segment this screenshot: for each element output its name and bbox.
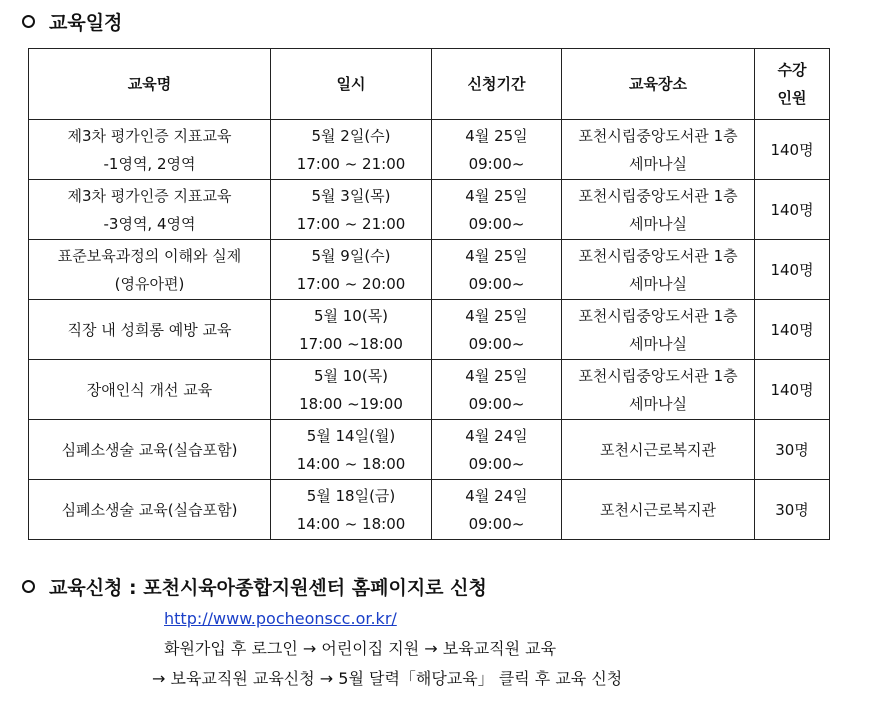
course-name-cell (29, 300, 271, 360)
location-cell (562, 420, 755, 480)
apply-period-cell-line: 09:00~ (468, 214, 525, 233)
header-capacity-line: 수강 (777, 61, 807, 79)
datetime-cell-line: 5월 18일(금) (306, 486, 396, 505)
datetime-cell (271, 180, 432, 240)
apply-period-cell-line: 09:00~ (468, 154, 525, 173)
capacity-cell-text: 140명 (770, 200, 814, 219)
table-row (29, 300, 830, 360)
datetime-cell-line: 5월 2일(수) (311, 126, 391, 145)
circle-bullet-icon (22, 580, 35, 593)
table-row (29, 480, 830, 540)
apply-period-cell-line: 09:00~ (468, 394, 525, 413)
location-cell (562, 360, 755, 420)
capacity-cell-text: 30명 (775, 440, 809, 459)
course-name-cell (29, 240, 271, 300)
apply-period-cell (432, 480, 562, 540)
capacity-cell (755, 180, 830, 240)
header-capacity (755, 49, 830, 120)
apply-period-cell (432, 300, 562, 360)
capacity-cell-text: 140명 (770, 260, 814, 279)
location-cell-line: 세마나실 (629, 214, 687, 233)
course-name-cell-line: 제3차 평가인증 지표교육 (67, 186, 232, 205)
apply-period-cell (432, 240, 562, 300)
capacity-cell-text: 140명 (770, 320, 814, 339)
course-name-cell-line: -1영역, 2영역 (103, 154, 196, 173)
capacity-cell-text: 140명 (770, 380, 814, 399)
apply-period-cell (432, 180, 562, 240)
apply-step-line-2: → 보육교직원 교육신청 → 5월 달력「해당교육」 클릭 후 교육 신청 (152, 669, 623, 688)
capacity-cell (755, 300, 830, 360)
location-cell-line: 포천시립중앙도서관 1층 (578, 306, 738, 325)
header-datetime: 일시 (271, 49, 432, 120)
apply-period-cell-line: 4월 25일 (465, 186, 528, 205)
course-name-cell-line: 심폐소생술 교육(실습포함) (61, 500, 238, 519)
table-header-row (29, 49, 830, 120)
location-cell (562, 300, 755, 360)
apply-period-cell (432, 420, 562, 480)
course-name-cell-line: 제3차 평가인증 지표교육 (67, 126, 232, 145)
capacity-cell (755, 480, 830, 540)
datetime-cell (271, 300, 432, 360)
location-cell (562, 120, 755, 180)
location-cell-line: 포천시립중앙도서관 1층 (578, 246, 738, 265)
datetime-cell-line: 5월 10(목) (313, 366, 389, 385)
header-course-name: 교육명 (29, 49, 271, 120)
schedule-table (28, 48, 830, 540)
apply-period-cell-line: 4월 25일 (465, 246, 528, 265)
datetime-cell (271, 120, 432, 180)
datetime-cell (271, 240, 432, 300)
course-name-cell-line: 직장 내 성희롱 예방 교육 (67, 320, 232, 339)
location-cell (562, 240, 755, 300)
datetime-cell (271, 420, 432, 480)
apply-period-cell-line: 4월 24일 (465, 486, 528, 505)
datetime-cell (271, 360, 432, 420)
table-row (29, 420, 830, 480)
location-cell-line: 포천시립중앙도서관 1층 (578, 126, 738, 145)
apply-step-line-1: 화원가입 후 로그인 → 어린이집 지원 → 보육교직원 교육 (164, 639, 557, 658)
circle-bullet-icon (22, 15, 35, 28)
course-name-cell-line: -3영역, 4영역 (103, 214, 196, 233)
location-cell-line: 포천시근로복지관 (600, 440, 716, 459)
course-name-cell-line: 심폐소생술 교육(실습포함) (61, 440, 238, 459)
course-name-cell-line: 표준보육과정의 이해와 실제 (57, 246, 242, 265)
schedule-title-text: 교육일정 (49, 12, 123, 34)
datetime-cell-line: 14:00 ~ 18:00 (296, 454, 406, 473)
datetime-cell-line: 5월 14일(월) (306, 426, 396, 445)
table-row (29, 120, 830, 180)
homepage-link[interactable]: http://www.pocheonscc.or.kr/ (164, 609, 397, 628)
apply-period-cell-line: 4월 25일 (465, 306, 528, 325)
course-name-cell (29, 420, 271, 480)
datetime-cell-line: 5월 9일(수) (311, 246, 391, 265)
apply-period-cell-line: 09:00~ (468, 274, 525, 293)
location-cell-line: 포천시근로복지관 (600, 500, 716, 519)
schedule-section-title (22, 8, 122, 35)
capacity-cell (755, 360, 830, 420)
location-cell-line: 세마나실 (629, 394, 687, 413)
capacity-cell (755, 420, 830, 480)
table-row (29, 360, 830, 420)
apply-period-cell-line: 4월 25일 (465, 366, 528, 385)
table-row (29, 240, 830, 300)
table-row (29, 180, 830, 240)
datetime-cell-line: 17:00 ~ 20:00 (296, 274, 406, 293)
datetime-cell-line: 14:00 ~ 18:00 (296, 514, 406, 533)
location-cell-line: 포천시립중앙도서관 1층 (578, 366, 738, 385)
capacity-cell (755, 120, 830, 180)
location-cell-line: 포천시립중앙도서관 1층 (578, 186, 738, 205)
header-apply-period: 신청기간 (432, 49, 562, 120)
course-name-cell (29, 120, 271, 180)
course-name-cell-line: 장애인식 개선 교육 (86, 380, 213, 399)
apply-period-cell-line: 4월 25일 (465, 126, 528, 145)
apply-section-title (22, 573, 487, 600)
header-capacity-line: 인원 (777, 89, 807, 107)
datetime-cell-line: 17:00 ~ 21:00 (296, 214, 406, 233)
course-name-cell (29, 180, 271, 240)
datetime-cell-line: 17:00 ~ 21:00 (296, 154, 406, 173)
location-cell-line: 세마나실 (629, 274, 687, 293)
apply-period-cell (432, 120, 562, 180)
apply-period-cell-line: 09:00~ (468, 454, 525, 473)
datetime-cell (271, 480, 432, 540)
datetime-cell-line: 17:00 ~18:00 (299, 334, 403, 353)
capacity-cell-text: 140명 (770, 140, 814, 159)
apply-period-cell-line: 4월 24일 (465, 426, 528, 445)
location-cell (562, 180, 755, 240)
apply-title-text: 교육신청 : 포천시육아종합지원센터 홈페이지로 신청 (49, 577, 487, 599)
header-location: 교육장소 (562, 49, 755, 120)
location-cell-line: 세마나실 (629, 154, 687, 173)
datetime-cell-line: 18:00 ~19:00 (299, 394, 403, 413)
apply-period-cell (432, 360, 562, 420)
course-name-cell (29, 480, 271, 540)
location-cell-line: 세마나실 (629, 334, 687, 353)
location-cell (562, 480, 755, 540)
capacity-cell (755, 240, 830, 300)
apply-period-cell-line: 09:00~ (468, 514, 525, 533)
course-name-cell (29, 360, 271, 420)
datetime-cell-line: 5월 3일(목) (311, 186, 391, 205)
apply-period-cell-line: 09:00~ (468, 334, 525, 353)
capacity-cell-text: 30명 (775, 500, 809, 519)
course-name-cell-line: (영유아편) (114, 274, 185, 293)
datetime-cell-line: 5월 10(목) (313, 306, 389, 325)
